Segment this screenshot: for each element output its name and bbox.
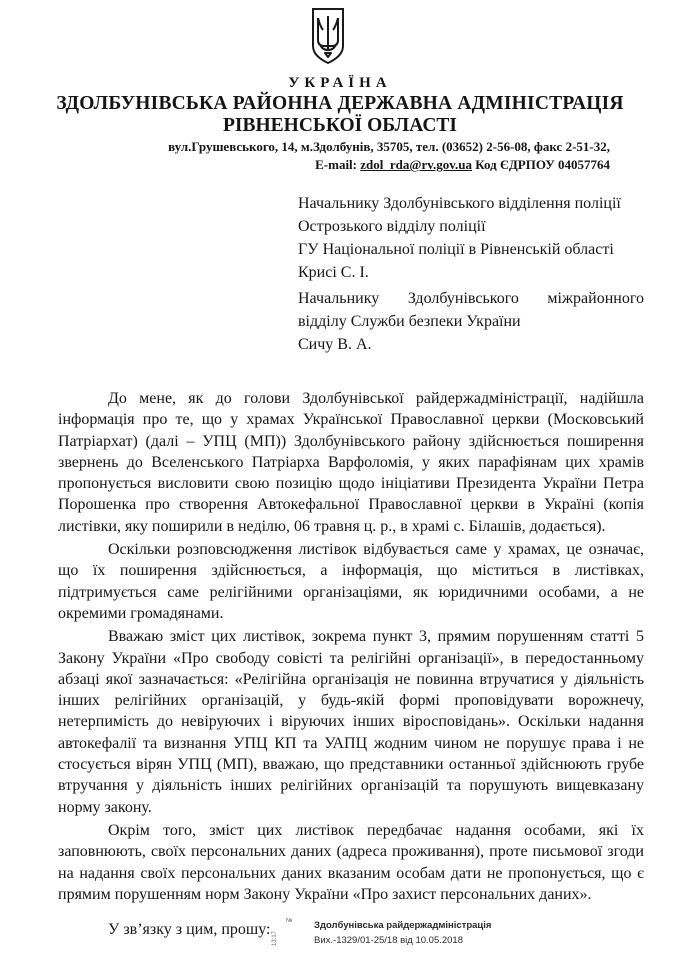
body-paragraph: Оскільки розповсюдження листівок відбувається саме у храмах, це означає, що їх поширення здійснюється, а інформація, що міститься в листівках, підтримується саме релігійними організаціями, як юридичними особами, а не окремими громадянами. [58, 541, 644, 622]
stamp-outgoing-number: Вих.-1329/01-25/18 від 10.05.2018 [314, 935, 463, 946]
organization-region: РІВНЕНСЬКОЇ ОБЛАСТІ [223, 115, 457, 136]
addressee-line: відділу Служби безпеки України [298, 313, 521, 330]
registration-stamp [272, 916, 516, 956]
stamp-number-mark: № [286, 918, 293, 924]
body-paragraph: Окрім того, зміст цих листівок передбачає надання особами, які їх заповнюють, своїх персональних даних (адреса проживання), проте письмової згоди на надання своїх персональних даних вказаним особам дати не пропонується, що є прямим порушенням норм Закону України «Про захист персональних даних». [58, 821, 644, 903]
addressee-line: Сичу В. А. [298, 336, 372, 353]
addressee-line: Начальнику Здолбунівського міжрайонного [298, 290, 644, 307]
addressee-line: Крисі С. І. [298, 264, 369, 281]
edrpou-code: Код ЄДРПОУ 04057764 [472, 157, 610, 172]
addressee-security-service [298, 287, 644, 356]
letter-body [58, 388, 644, 907]
email-link[interactable]: zdol_rda@rv.gov.ua [360, 157, 473, 172]
organization-name: ЗДОЛБУНІВСЬКА РАЙОННА ДЕРЖАВНА АДМІНІСТРАЦІЯ [56, 93, 624, 114]
body-paragraph: До мене, як до голови Здолбунівської райдержадміністрації, надійшла інформація про те, що у храмах Української Православної церкви (Московський Патріархат) (далі – УПЦ (МП)) Здолбунівського району здійснюється поширення звернень до Вселенського Патріарха Варфоломія, у яких парафіянам цих храмів пропонується висловити свою позицію щодо ініціативи Президента України Петра Порошенка про створення Автокефальної Православної церкви в Україні (копія листівки, яку поширили в неділю, 06 травня ц. р., в храмі с. Білашів, додається). [58, 390, 644, 535]
addressee-line: Начальнику Здолбунівського відділення поліції [298, 195, 621, 212]
addressee-police [298, 192, 644, 284]
organization-contacts [30, 157, 650, 173]
country-heading: УКРАЇНА [288, 75, 392, 91]
stamp-side-code: 13:17 [272, 930, 278, 946]
body-paragraph: Вважаю зміст цих листівок, зокрема пункт 3, прямим порушенням статті 5 Закону України «Про свободу совісті та релігійні організації», в передостанньому абзаці якої зазначається: «Релігійна організація не повинна втручатися у діяльність інших релігійних організацій, у будь-якій формі проповідувати ворожнечу, нетерпимість до невіруючих і віруючих інших віросповідань». Оскільки надання автокефалії та визнання УПЦ КП та УАПЦ жодним чином не порушує права і не стосується вірян УПЦ (МП), вважаю, що представники останньої здійснюють грубе втручання у діяльність інших релігійних організацій та порушують вищевказану норму закону. [58, 628, 644, 816]
addressee-line: ГУ Національної поліції в Рівненській області [298, 241, 614, 258]
stamp-organization: Здолбунівська райдержадміністрація [314, 920, 492, 931]
email-label: E-mail: [315, 157, 361, 172]
addressee-line: Острозького відділу поліції [298, 218, 486, 235]
closing-request: У зв’язку з цим, прошу: [108, 921, 271, 938]
trident-emblem-icon [310, 6, 346, 66]
organization-address: вул.Грушевського, 14, м.Здолбунів, 35705, тел. (03652) 2-56-08, факс 2-51-32, [168, 139, 610, 154]
